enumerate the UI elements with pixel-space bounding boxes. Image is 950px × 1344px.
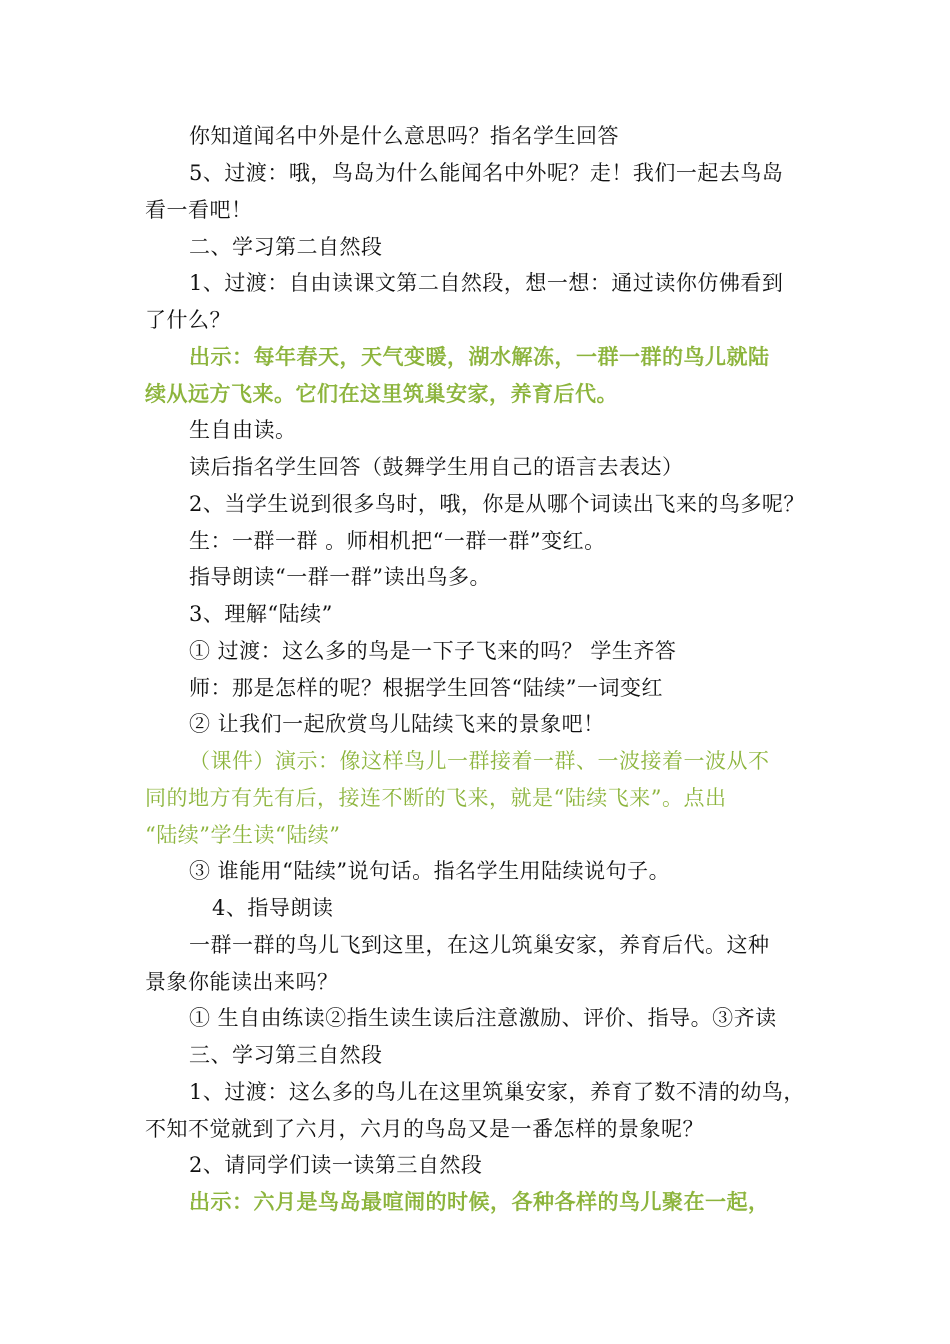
section-heading: 二、学习第二自然段 bbox=[189, 235, 383, 259]
text-line: 2、请同学们读一读第三自然段 bbox=[189, 1153, 483, 1177]
text-line: 看一看吧！ bbox=[145, 198, 253, 222]
text-line: 景象你能读出来吗？ bbox=[145, 970, 339, 994]
text-line: 生自由读。 bbox=[189, 418, 297, 442]
text-line: 了什么？ bbox=[145, 308, 231, 332]
text-line: 指导朗读“一群一群”读出鸟多。 bbox=[189, 565, 491, 589]
highlighted-text-line: （课件）演示：像这样鸟儿一群接着一群、一波接着一波从不 bbox=[189, 749, 770, 773]
text-line: ① 生自由练读②指生读生读后注意激励、评价、指导。③齐读 bbox=[189, 1006, 777, 1030]
text-line: 读后指名学生回答（鼓舞学生用自己的语言去表达） bbox=[189, 455, 684, 479]
text-line: 不知不觉就到了六月，六月的鸟岛又是一番怎样的景象呢？ bbox=[145, 1117, 704, 1141]
highlighted-text-line: “陆续”学生读“陆续” bbox=[145, 823, 341, 847]
text-line: 2、当学生说到很多鸟时，哦，你是从哪个词读出飞来的鸟多呢？ bbox=[189, 492, 805, 516]
text-line: 1、过渡：自由读课文第二自然段，想一想：通过读你仿佛看到 bbox=[189, 271, 784, 295]
text-line: ① 过渡：这么多的鸟是一下子飞来的吗？ 学生齐答 bbox=[189, 639, 677, 663]
text-line: 1、过渡：这么多的鸟儿在这里筑巢安家，养育了数不清的幼鸟， bbox=[189, 1080, 805, 1104]
section-heading: 三、学习第三自然段 bbox=[189, 1043, 383, 1067]
highlighted-text-line: 同的地方有先有后，接连不断的飞来，就是“陆续飞来”。点出 bbox=[145, 786, 727, 810]
text-line: 3、理解“陆续” bbox=[189, 602, 333, 626]
highlighted-text-line: 出示：每年春天，天气变暖，湖水解冻，一群一群的鸟儿就陆 bbox=[189, 344, 770, 369]
highlighted-text-line: 续从远方飞来。它们在这里筑巢安家，养育后代。 bbox=[145, 381, 618, 406]
text-line: ③ 谁能用“陆续”说句话。指名学生用陆续说句子。 bbox=[189, 859, 671, 883]
text-line: 你知道闻名中外是什么意思吗？指名学生回答 bbox=[189, 124, 619, 148]
text-line: 5、过渡：哦，鸟岛为什么能闻名中外呢？走！我们一起去鸟岛 bbox=[189, 161, 784, 185]
highlighted-text-line: 出示：六月是鸟岛最喧闹的时候，各种各样的鸟儿聚在一起， bbox=[189, 1189, 770, 1214]
text-line: 4、指导朗读 bbox=[212, 896, 334, 920]
text-line: 生：一群一群 。师相机把“一群一群”变红。 bbox=[189, 529, 606, 553]
text-line: 师：那是怎样的呢？根据学生回答“陆续”一词变红 bbox=[189, 676, 663, 700]
text-line: ② 让我们一起欣赏鸟儿陆续飞来的景象吧！ bbox=[189, 712, 605, 736]
text-line: 一群一群的鸟儿飞到这里，在这儿筑巢安家，养育后代。这种 bbox=[189, 933, 770, 957]
